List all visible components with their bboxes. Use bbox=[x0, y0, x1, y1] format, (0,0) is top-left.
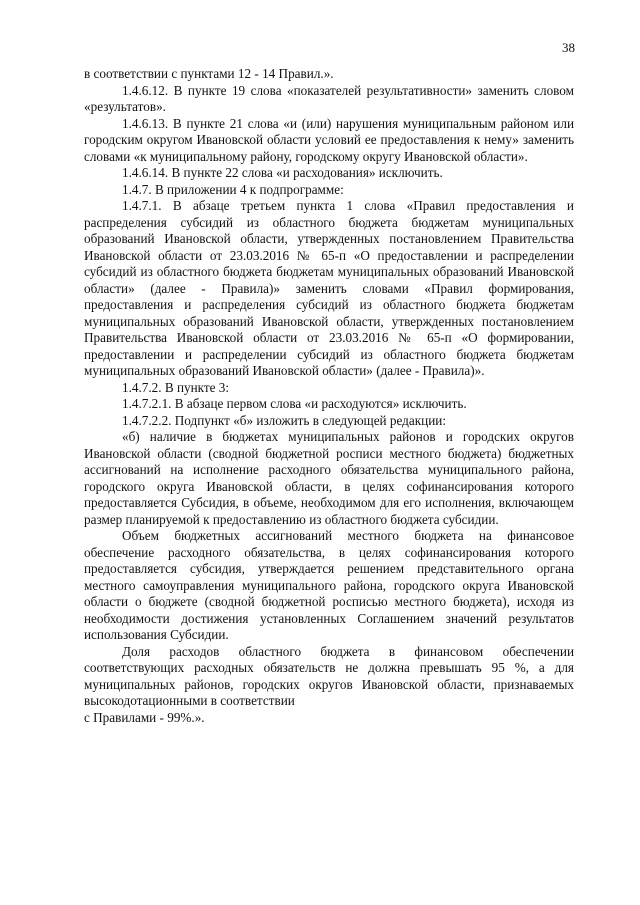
paragraph-1-4-7-2-2: 1.4.7.2.2. Подпункт «б» изложить в следующей редакции: bbox=[122, 412, 446, 428]
paragraph-expense-share: Доля расходов областного бюджета в финансовом обеспечении соответствующих расходных обязательств не должна превышать 95 %, а для муниципальных районов, городских округов Ивановской области, признаваемых высокодотационными в соответствии bbox=[84, 643, 574, 708]
paragraph-1-4-6-12: 1.4.6.12. В пункте 19 слова «показателей результативности» заменить словом «результатов». bbox=[84, 82, 574, 114]
paragraph-budget-volume: Объем бюджетных ассигнований местного бюджета на финансовое обеспечение расходного обязательства, в целях софинансирования которого предоставляется субсидия, утверждается решением представительного органа местного самоуправления муниципального района, городского округа Ивановской области о бюджете (сводной бюджетной росписью местного бюджета), исходя из необходимости достижения установленных Соглашением значений результатов использования Субсидии. bbox=[84, 528, 574, 642]
paragraph-subpoint-b: «б) наличие в бюджетах муниципальных районов и городских округов Ивановской области (сводной бюджетной росписи местного бюджета) бюджетных ассигнований на исполнение расходного обязательства муниципального района, городского округа Ивановской области, в целях софинансирования которого предоставляется Субсидия, в объеме, необходимом для его исполнения, включающем размер планируемой к предоставлению из областного бюджета субсидии. bbox=[84, 429, 574, 527]
paragraph-1: в соответствии с пунктами 12 - 14 Правил.». bbox=[84, 66, 334, 81]
paragraph-1-4-7: 1.4.7. В приложении 4 к подпрограмме: bbox=[122, 181, 344, 197]
paragraph-1-4-7-1: 1.4.7.1. В абзаце третьем пункта 1 слова «Правил предоставления и распределения субсидий из областного бюджета бюджетам муниципальных образований Ивановской области, утвержденных постановлением Правительства Ивановской области от 23.03.2016 № 65-п «О предоставлении и распределении субсидий из областного бюджета бюджетам муниципальных образований Ивановской области» (далее - Правила)» заменить словами «Правил формирования, предоставления и распределения субсидий из областного бюджета бюджетам муниципальных образований Ивановской области, утвержденных постановлением Правительства Ивановской области от 23.03.2016 № 65-п «О формировании, предоставлении и распределении субсидий из областного бюджета бюджетам муниципальных образований Ивановской области» (далее - Правила)». bbox=[84, 198, 574, 378]
paragraph-closing: с Правилами - 99%.». bbox=[84, 709, 205, 725]
paragraph-1-4-6-14: 1.4.6.14. В пункте 22 слова «и расходования» исключить. bbox=[122, 165, 443, 180]
paragraph-1-4-7-2-1: 1.4.7.2.1. В абзаце первом слова «и расходуются» исключить. bbox=[122, 396, 467, 411]
page-number: 38 bbox=[562, 40, 575, 55]
document-body bbox=[84, 66, 574, 726]
paragraph-1-4-6-13: 1.4.6.13. В пункте 21 слова «и (или) нарушения муниципальным районом или городским округом Ивановской области условий ее предоставления к нему» заменить словами «к муниципальному району, городскому округу Ивановской области». bbox=[84, 115, 574, 164]
paragraph-1-4-7-2: 1.4.7.2. В пункте 3: bbox=[122, 379, 230, 395]
